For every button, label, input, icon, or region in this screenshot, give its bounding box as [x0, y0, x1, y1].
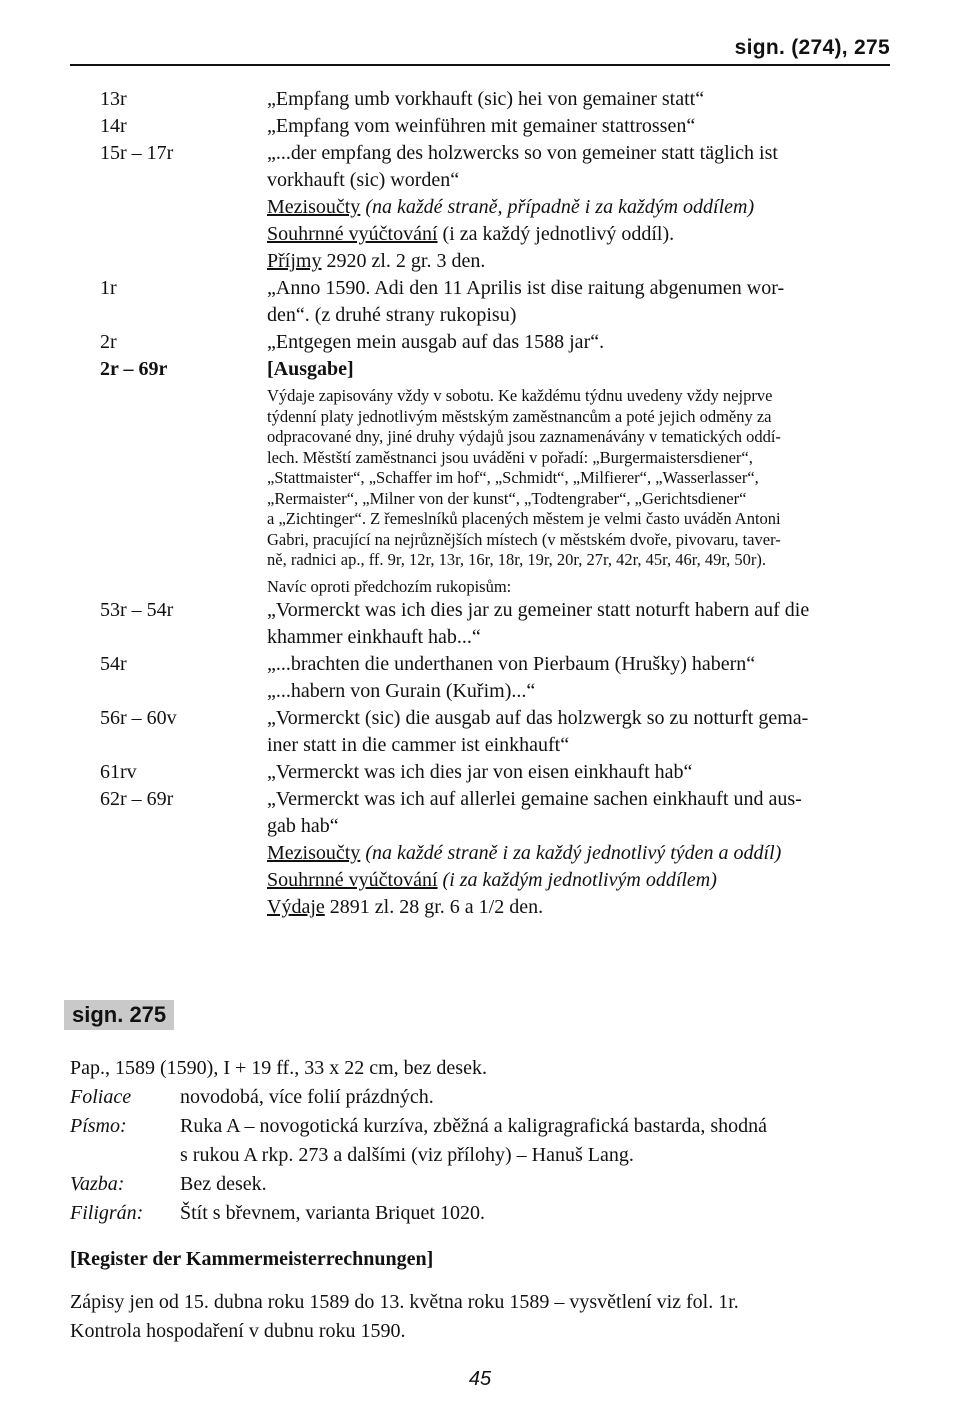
entry-text: khammer einkhauft hab...“ [267, 626, 481, 648]
entry-text: „Empfang vom weinführen mit gemainer stattrossen“ [267, 115, 696, 137]
entry [100, 86, 890, 113]
entry-note: (i za každým jednotlivým oddílem) [437, 869, 717, 891]
entry [100, 894, 890, 921]
entry-text: „Anno 1590. Adi den 11 Aprilis ist dise raitung abgenumen wor- [267, 277, 785, 299]
entry-text: „...habern von Gurain (Kuřim)...“ [267, 680, 536, 702]
running-head: sign. (274), 275 [734, 36, 890, 59]
section-line: Kontrola hospodaření v dubnu roku 1590. [70, 1320, 406, 1342]
meta-row [70, 1199, 890, 1228]
folio: 61rv [100, 761, 137, 783]
entry-label: Mezisoučty [267, 196, 361, 218]
entry-text: den“. (z druhé strany rukopisu) [267, 304, 517, 326]
entry-text: „Vermerckt was ich dies jar von eisen einkhauft hab“ [267, 761, 693, 783]
navic-note: Navíc oproti předchozím rukopisům: [267, 576, 512, 596]
entry-text: vorkhauft (sic) worden“ [267, 169, 460, 191]
entry [100, 275, 890, 329]
meta-value: Štít s břevnem, varianta Briquet 1020. [180, 1202, 485, 1224]
section-heading: [Ausgabe] [267, 358, 354, 380]
section-text [70, 1288, 890, 1346]
entry-list [100, 86, 890, 921]
meta-key: Filigrán: [70, 1202, 144, 1224]
physical-description: Pap., 1589 (1590), I + 19 ff., 33 x 22 cm, bez desek. [70, 1057, 487, 1079]
entry-text: „Vermerckt was ich auf allerlei gemaine sachen einkhauft und aus- [267, 788, 802, 810]
entry [100, 221, 890, 248]
ausgabe-note: Výdaje zapisovány vždy v sobotu. Ke každému týdnu uvedeny vždy nejprve týdenní platy jednotlivým městským zaměstnancům a poté jejich odměny za odpracované dny, jiné druhy výdajů jsou zaznamenávány v tematických oddí- lech. Městští zaměstnanci jsou uváděni v pořadí: „Burgermaistersdiener“, „Stattmaister“, „Schaffer im hof“, „Schmidt“, „Milfierer“, „Wasserlasser“, „Rermaister“, „Milner von der kunst“, „Todtengraber“, „Gerichtsdiener“ a „Zichtinger“. Z řemeslníků placených městem je velmi často uváděn Antoni Gabri, pracující na nejrůznějších místech (v městském dvoře, pivovaru, taver- ně, radnici ap., ff. 9r, 12r, 13r, 16r, 18r, 19r, 20r, 27r, 42r, 45r, 46r, 49r, 50r). [267, 386, 781, 569]
entry-label: Výdaje [267, 896, 325, 918]
entry-text: „Vormerckt was ich dies jar zu gemeiner statt noturft habern auf die [267, 599, 810, 621]
entry [100, 867, 890, 894]
entry-note: 2920 zl. 2 gr. 3 den. [321, 250, 486, 272]
manuscript-description [70, 1054, 890, 1228]
entry-text: „Entgegen mein ausgab auf das 1588 jar“. [267, 331, 605, 353]
entry [100, 840, 890, 867]
meta-key: Písmo: [70, 1115, 127, 1137]
folio: 56r – 60v [100, 707, 177, 729]
entry [100, 705, 890, 759]
entry [100, 329, 890, 356]
entry-text: gab hab“ [267, 815, 339, 837]
folio: 13r [100, 88, 127, 110]
entry [100, 113, 890, 140]
entry [100, 356, 890, 597]
entry-text: iner statt in die cammer ist einkhauft“ [267, 734, 570, 756]
entry [100, 759, 890, 786]
folio: 54r [100, 653, 127, 675]
meta-value: novodobá, více folií prázdných. [180, 1086, 434, 1108]
page-number: 45 [468, 1368, 492, 1390]
entry [100, 651, 890, 705]
meta-row [70, 1083, 890, 1112]
entry-text: „Vormerckt (sic) die ausgab auf das holzwergk so zu notturft gema- [267, 707, 809, 729]
meta-value: Ruka A – novogotická kurzíva, zběžná a kaligragrafická bastarda, shodná [180, 1115, 768, 1137]
folio: 53r – 54r [100, 599, 174, 621]
header-rule [70, 64, 890, 66]
entry-label: Souhrnné vyúčtování [267, 869, 438, 891]
section-title: [Register der Kammermeisterrechnungen] [70, 1248, 434, 1270]
entry [100, 248, 890, 275]
entry-text: „Empfang umb vorkhauft (sic) hei von gemainer statt“ [267, 88, 705, 110]
entry [100, 786, 890, 840]
entry-note: 2891 zl. 28 gr. 6 a 1/2 den. [324, 896, 544, 918]
entry-label: Mezisoučty [267, 842, 361, 864]
section-line: Zápisy jen od 15. dubna roku 1589 do 13. května roku 1589 – vysvětlení viz fol. 1r. [70, 1291, 739, 1313]
folio: 1r [100, 277, 117, 299]
entry-text: „...der empfang des holzwercks so von gemeiner statt täglich ist [267, 142, 778, 164]
folio: 2r [100, 331, 117, 353]
meta-key: Foliace [70, 1086, 132, 1108]
meta-value: Bez desek. [180, 1173, 267, 1195]
entry-note: (na každé straně, případně i za každým oddílem) [360, 196, 755, 218]
folio: 15r – 17r [100, 142, 174, 164]
meta-value: s rukou A rkp. 273 a dalšími (viz přílohy) – Hanuš Lang. [180, 1144, 634, 1166]
entry-text: „...brachten die underthanen von Pierbaum (Hrušky) habern“ [267, 653, 756, 675]
entry [100, 194, 890, 221]
signature-label: sign. 275 [64, 1000, 174, 1030]
meta-key: Vazba: [70, 1173, 125, 1195]
entry-label: Příjmy [267, 250, 322, 272]
meta-row [70, 1112, 890, 1170]
meta-row [70, 1170, 890, 1199]
folio: 2r – 69r [100, 358, 168, 380]
folio: 62r – 69r [100, 788, 174, 810]
entry-label: Souhrnné vyúčtování [267, 223, 438, 245]
entry [100, 140, 890, 194]
entry-note: (na každé straně i za každý jednotlivý týden a oddíl) [360, 842, 782, 864]
entry-note: (i za každý jednotlivý oddíl). [437, 223, 675, 245]
entry [100, 597, 890, 651]
folio: 14r [100, 115, 127, 137]
